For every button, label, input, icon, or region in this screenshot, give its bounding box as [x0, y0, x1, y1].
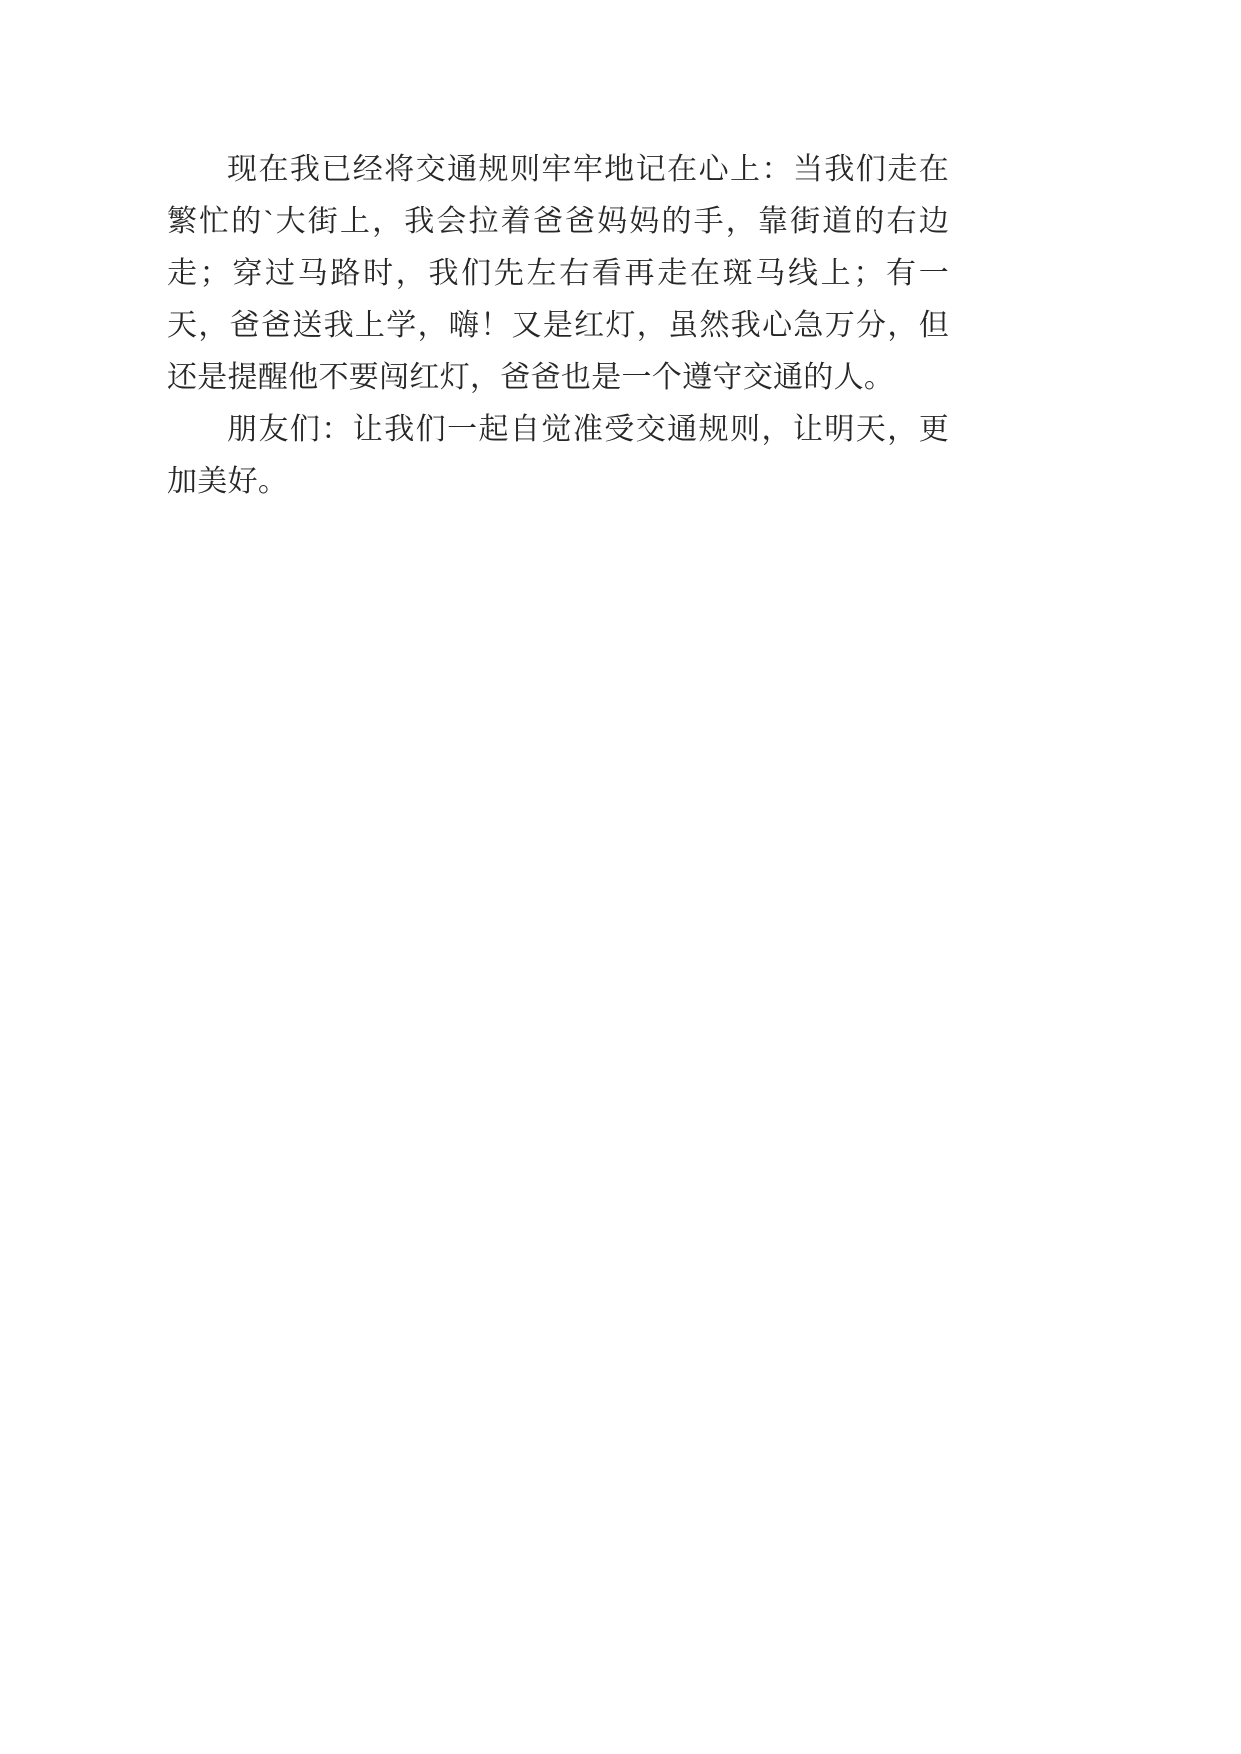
paragraph: 现在我已经将交通规则牢牢地记在心上：当我们走在繁忙的`大街上，我会拉着爸爸妈妈的手，靠街道的右边走；穿过马路时，我们先左右看再走在斑马线上；有一天，爸爸送我上学，嗨！又是红灯，虽然我心急万分，但还是提醒他不要闯红灯，爸爸也是一个遵守交通的人。	[167, 153, 949, 394]
paragraph: 朋友们：让我们一起自觉准受交通规则，让明天，更加美好。	[167, 413, 949, 498]
document-body	[167, 144, 949, 508]
